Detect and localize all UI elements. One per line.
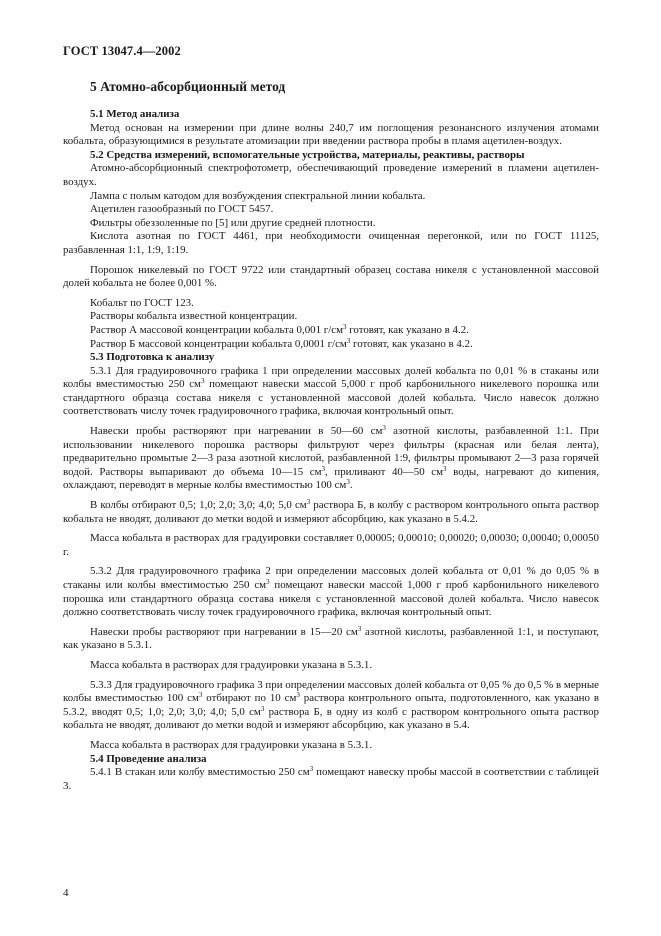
subsection-5-3-title: 5.3 Подготовка к анализу <box>90 351 215 364</box>
subsection-5-2-title: 5.2 Средства измерений, вспомогательные устройства, материалы, реактивы, растворы <box>90 148 525 161</box>
paragraph: Атомно-абсорбционный спектрофотометр, обеспечивающий проведение измерений в пламени ацетилен-воздух. <box>63 162 599 188</box>
paragraph: Раствор Б массовой концентрации кобальта 0,0001 $г/см^3$ готовят, как указано в 4.2. <box>90 336 473 350</box>
paragraph: Порошок никелевый по ГОСТ 9722 или стандартный образец состава никеля с установленной массовой долей кобальта не более 0,001 %. <box>63 263 599 290</box>
standard-code: ГОСТ 13047.4—2002 <box>63 44 181 58</box>
paragraph: 5.3.2 Для градуировочного графика 2 при определении массовых долей кобальта от 0,01 % до 0,05 % в стаканы или колбы вместимостью 250 $см^3$ помещают навески массой 1,000 г проб карбонильного никелевого порошка или стандартного образца состава никеля с установленной массовой долей кобальта. Число навесок должно соответствовать числу точек градуировочного графика, включая контрольный опыт. <box>63 565 599 619</box>
paragraph: В колбы отбирают 0,5; 1,0; 2,0; 3,0; 4,0; 5,0 $см^3$ раствора Б, в колбу с раствором контрольного опыта раствор кобальта не вводят, доливают до метки водой и измеряют абсорбцию, как указано в 5.4.2. <box>63 498 599 525</box>
paragraph: Масса кобальта в растворах для градуировки составляет 0,00005; 0,00010; 0,00020; 0,00030; 0,00040; 0,00050 г. <box>63 532 599 558</box>
paragraph: 5.4.1 В стакан или колбу вместимостью 250 $см^3$ помещают навеску пробы массой в соответствии с таблицей 3. <box>63 765 599 792</box>
paragraph: Лампа с полым катодом для возбуждения спектральной линии кобальта. <box>90 189 426 202</box>
paragraph: 5.3.3 Для градуировочного графика 3 при определении массовых долей кобальта от 0,05 % до 0,5 % в мерные колбы вместимостью 100 $см^3$ отбирают по 10 $см^3$ раствора контрольного опыта, подготовленного, как указано в 5.3.2, вводят 0,5; 1,0; 2,0; 3,0; 4,0; 5,0 $см^3$ раствора Б, в одну из колб с раствором контрольного опыта раствор кобальта не вводят, доливают до метки водой и измеряют абсорбцию, как указано в 5.4. <box>63 678 600 732</box>
paragraph: Ацетилен газообразный по ГОСТ 5457. <box>90 203 274 216</box>
document-body <box>63 79 599 793</box>
paragraph: Навески пробы растворяют при нагревании в 50—60 $см^3$ азотной кислоты, разбавленной 1:1. При использовании никелевого порошка растворы фильтруют через фильтры (красная или белая лента), предварительно промытые 2—3 раза азотной кислотой, разбавленной 1:9, фильтры промывают 2—3 раза горячей водой. Растворы выпаривают до объема 10—15 $см^3$, приливают 40—50 $см^3$ воды, нагревают до кипения, охлаждают, переводят в мерные колбы вместимостью 100 $см^3$. <box>63 424 599 492</box>
paragraph: Навески пробы растворяют при нагревании в 15—20 $см^3$ азотной кислоты, разбавленной 1:1, и поступают, как указано в 5.3.1. <box>63 624 599 652</box>
page-number: 4 <box>63 887 69 899</box>
paragraph: 5.3.1 Для градуировочного графика 1 при определении массовых долей кобальта по 0,01 % в стаканы или колбы вместимостью 250 $см^3$ помещают навески массой 5,000 г проб карбонильного никелевого порошка или стандартного образца состава никеля с установленной массовой долей кобальта. Число навесок должно соответствовать числу точек градуировочного графика, включая контрольный опыт. <box>63 364 599 418</box>
paragraph: Кобальт по ГОСТ 123. <box>90 296 194 309</box>
paragraph: Метод основан на измерении при длине волны 240,7 им поглощения резонансного излучения атомами кобальта, образующимися в результате атомизации при введении раствора пробы в пламя ацетилен-воздух. <box>63 121 599 148</box>
paragraph: Раствор А массовой концентрации кобальта 0,001 $г/см^3$ готовят, как указано в 4.2. <box>90 322 469 336</box>
paragraph: Фильтры обеззоленные по [5] или другие средней плотности. <box>90 216 376 229</box>
paragraph: Растворы кобальта известной концентрации. <box>90 310 298 323</box>
paragraph: Масса кобальта в растворах для градуировки указана в 5.3.1. <box>90 738 373 751</box>
subsection-5-4-title: 5.4 Проведение анализа <box>90 752 207 765</box>
section-title: 5 Атомно-абсорбционный метод <box>90 79 286 94</box>
subsection-5-1-title: 5.1 Метод анализа <box>90 108 180 120</box>
paragraph: Кислота азотная по ГОСТ 4461, при необходимости очищенная перегонкой, или по ГОСТ 11125, разбавленная 1:1, 1:9, 1:19. <box>63 230 599 256</box>
paragraph: Масса кобальта в растворах для градуировки указана в 5.3.1. <box>90 658 373 671</box>
